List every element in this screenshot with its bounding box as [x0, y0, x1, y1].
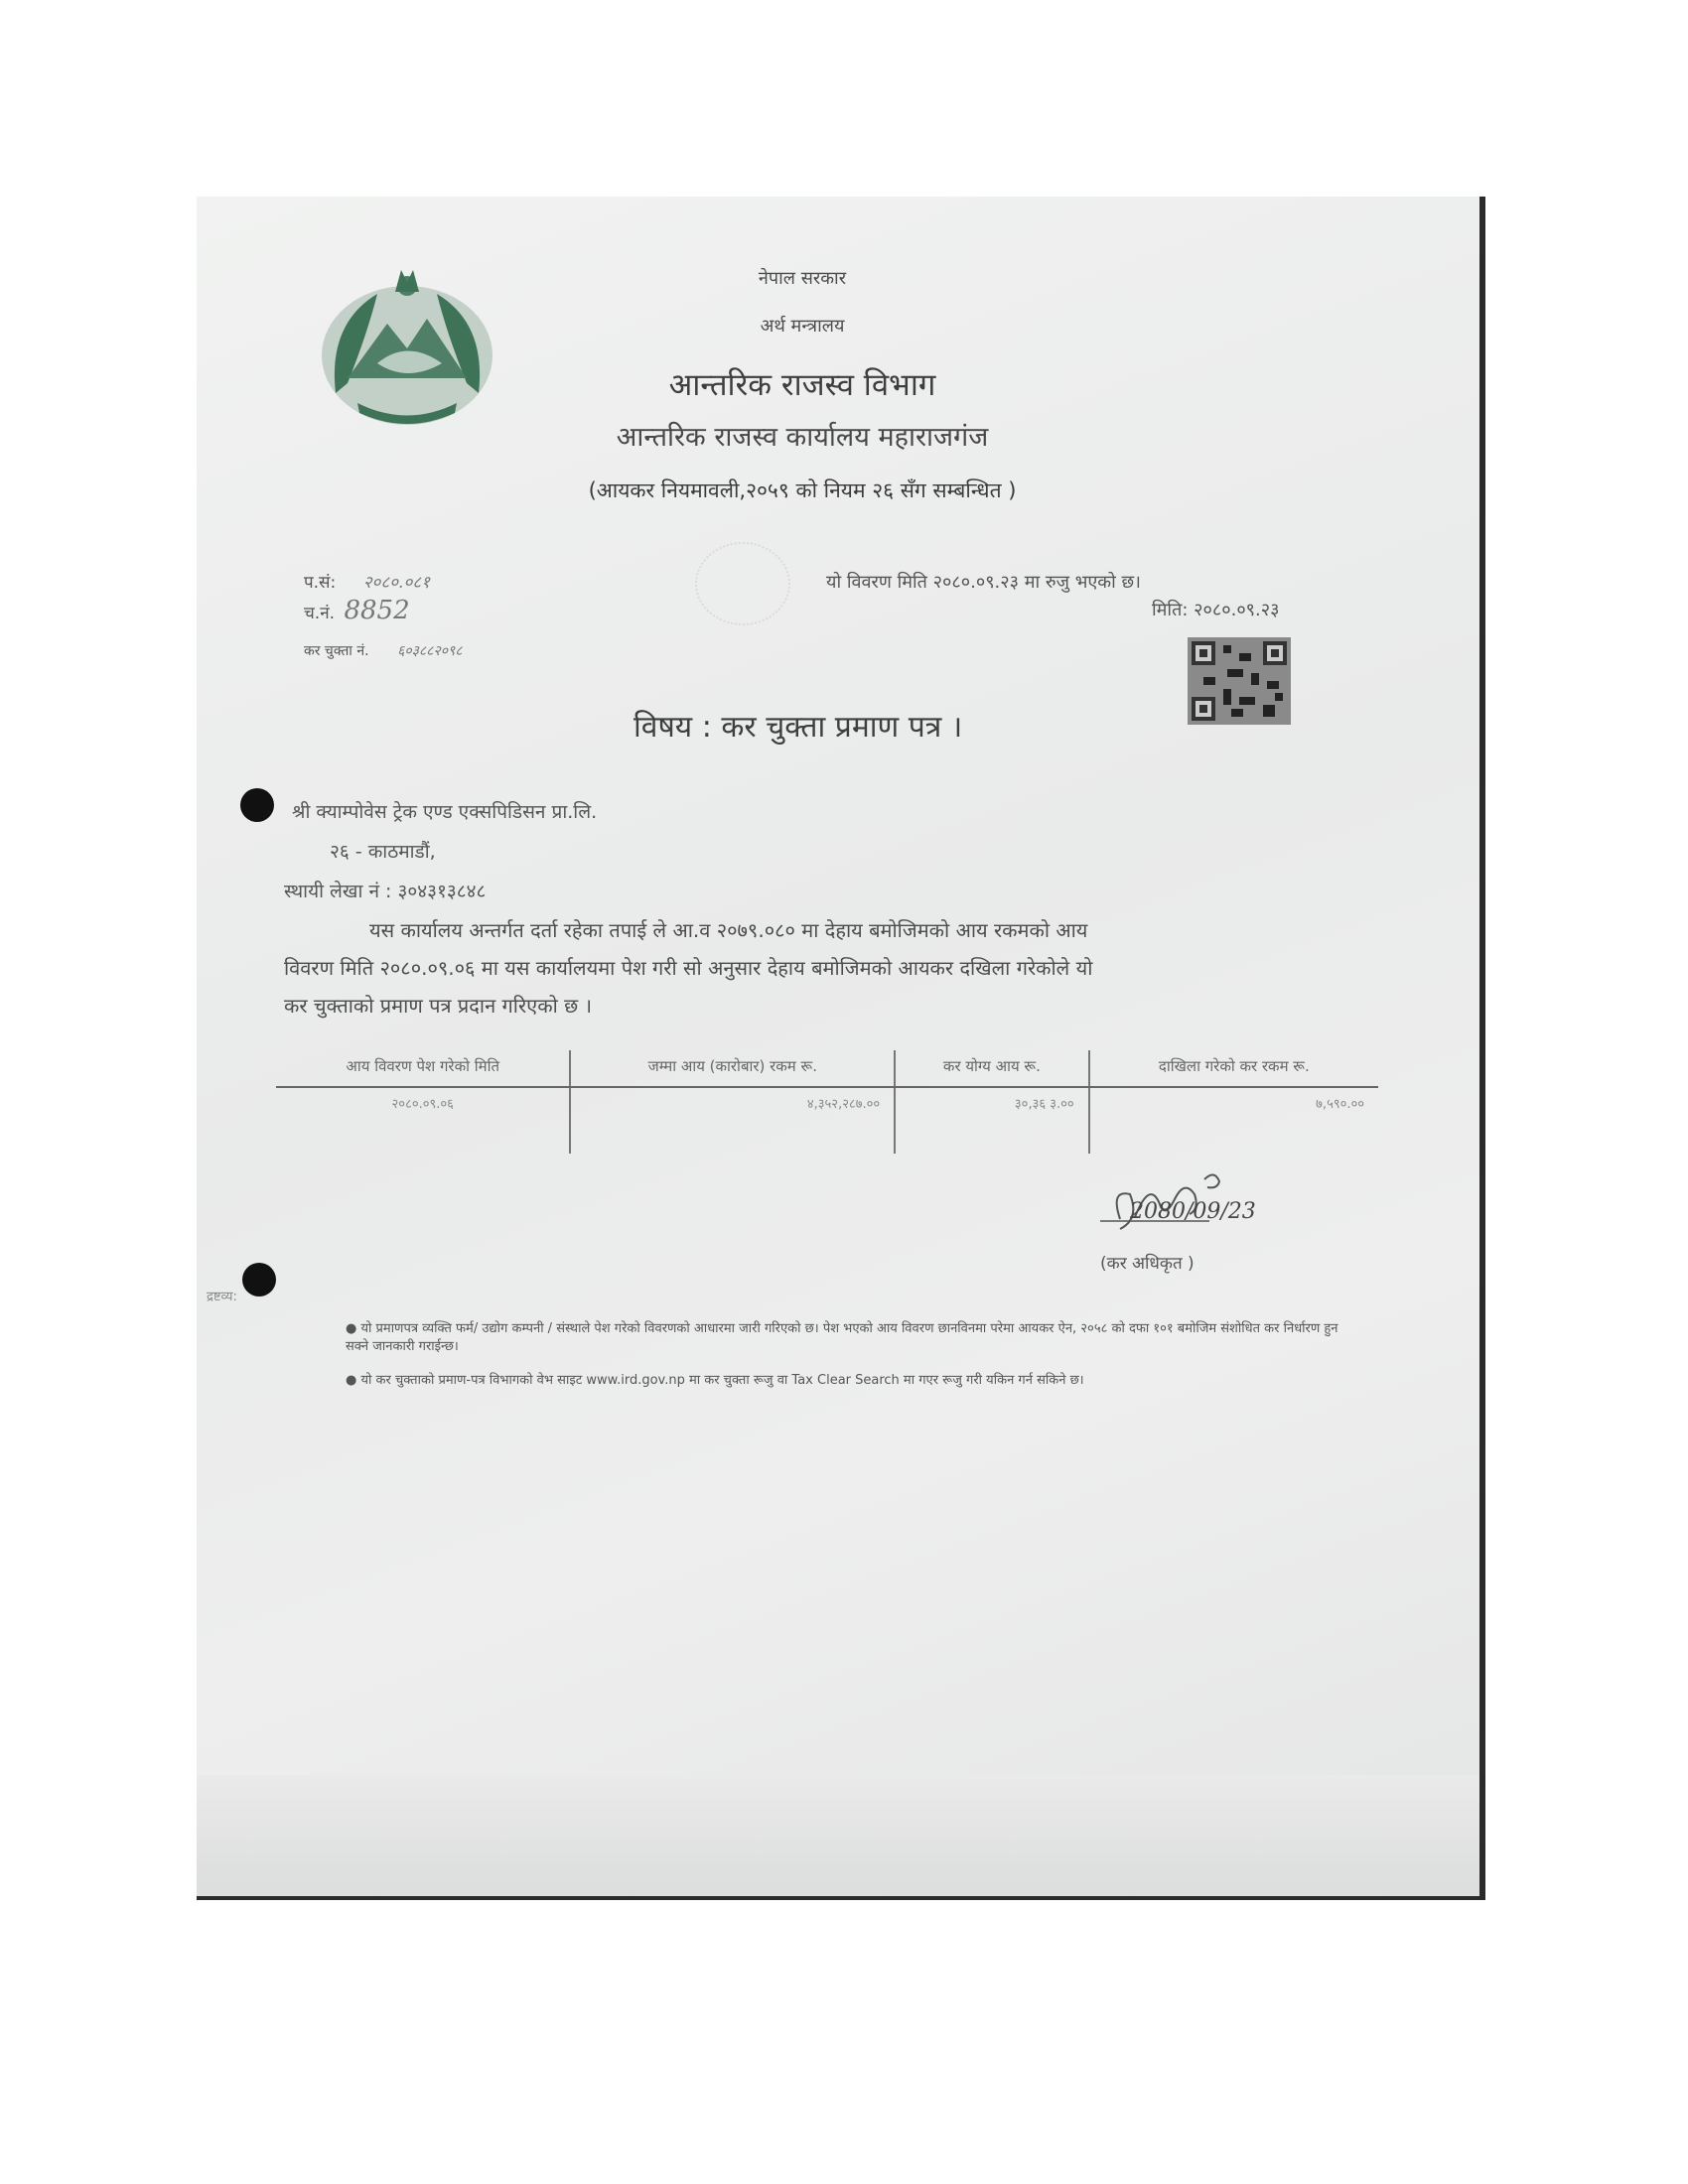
tax-clear-value: ६०३८८२०९८: [397, 643, 463, 659]
tax-table-header: [276, 1050, 1378, 1087]
note-text-2: यो कर चुक्ताको प्रमाण-पत्र विभागको वेभ साइट www.ird.gov.np मा कर चुक्ता रूजु वा Tax Clear Search मा गएर रूजु गरी यकिन गर्न सकिने छ।: [360, 1373, 1084, 1388]
table-row: [276, 1087, 1378, 1154]
note-item: ● यो कर चुक्ताको प्रमाण-पत्र विभागको वेभ साइट www.ird.gov.np मा कर चुक्ता रूजु वा Tax Clear Search मा गएर रूजु गरी यकिन गर्न सकिने छ।: [346, 1373, 1084, 1388]
government-name: नेपाल सरकार: [758, 268, 847, 289]
rule-reference: (आयकर नियमावली,२०५९ को नियम २६ सँग सम्बन्धित ): [588, 478, 1017, 502]
header-taxable-income: कर योग्य आय रू.: [895, 1050, 1089, 1087]
signatory-title: (कर अधिकृत ): [1100, 1254, 1195, 1274]
body-line-1: यस कार्यालय अन्तर्गत दर्ता रहेका तपाई ले आ.व २०७९.०८० मा देहाय बमोजिमको आय रकमको आय: [369, 918, 1088, 942]
pan-label: स्थायी लेखा नं :: [284, 881, 392, 902]
submitted-note: यो विवरण मिति २०८०.०९.२३ मा रुजु भएको छ।: [826, 572, 1141, 593]
recipient-name: श्री क्याम्पोवेस ट्रेक एण्ड एक्सपिडिसन प्रा.लि.: [292, 801, 598, 823]
subject: विषय : कर चुक्ता प्रमाण पत्र ।: [633, 710, 963, 745]
tax-clear-line: [304, 641, 463, 660]
recipient-address: २६ - काठमाडौं,: [330, 841, 436, 863]
date-label: मिति:: [1152, 600, 1189, 620]
body-line-2: विवरण मिति २०८०.०९.०६ मा यस कार्यालयमा पेश गरी सो अनुसार देहाय बमोजिमको आयकर दखिला गरेकोले यो: [284, 956, 1093, 980]
date-line: [1152, 598, 1279, 621]
certificate-body: [284, 911, 1317, 1024]
ministry-name: अर्थ मन्त्रालय: [760, 316, 845, 337]
header-tax-paid: दाखिला गरेको कर रकम रू.: [1089, 1050, 1378, 1087]
ps-value: २०८०.०८१: [362, 573, 430, 593]
chn-label: च.नं.: [304, 604, 336, 623]
notes-label: द्रष्टव्य:: [207, 1290, 237, 1304]
chn-value: 8852: [344, 596, 410, 625]
signature-date: 2080/09/23: [1130, 1199, 1256, 1224]
header-total-income: जम्मा आय (कारोबार) रकम रू.: [570, 1050, 895, 1087]
punch-hole-bottom: [242, 1263, 276, 1297]
tax-clear-label: कर चुक्ता नं.: [304, 643, 369, 659]
note-text-1: यो प्रमाणपत्र व्यक्ति फर्म/ उद्योग कम्पनी / संस्थाले पेश गरेको विवरणको आधारमा जारी गरिएको छ। पेश भएको आय विवरण छानविनमा परेमा आयकर ऐन, २०५८ को दफा १०१ बमोजिम संशोधित कर निर्धारण हुन सक्ने जानकारी गराईन्छ।: [346, 1321, 1338, 1354]
cell-total-income: ४,३५२,२८७.००: [570, 1087, 895, 1154]
tax-table: [276, 1050, 1378, 1154]
pan-value: ३०४३१३८४८: [397, 881, 487, 902]
punch-hole-top: [240, 788, 274, 822]
signature-block: [1080, 1160, 1289, 1279]
chn-line: [304, 596, 410, 625]
body-line-3: कर चुक्ताको प्रमाण पत्र प्रदान गरिएको छ ।: [284, 994, 593, 1018]
ps-label: प.सं:: [304, 573, 337, 593]
cell-filing-date: २०८०.०९.०६: [391, 1097, 454, 1112]
note-item: ● यो प्रमाणपत्र व्यक्ति फर्म/ उद्योग कम्पनी / संस्थाले पेश गरेको विवरणको आधारमा जारी गरिएको छ। पेश भएको आय विवरण छानविनमा परेमा आयकर ऐन, २०५८ को दफा १०१ बमोजिम संशोधित कर निर्धारण हुन सक्ने जानकारी गराईन्छ।: [346, 1321, 1338, 1354]
office-stamp: [695, 542, 790, 625]
pan-line: [284, 878, 486, 903]
office-name: आन्तरिक राजस्व कार्यालय महाराजगंज: [616, 422, 989, 453]
qr-code-icon: [1188, 637, 1291, 725]
header-filing-date: आय विवरण पेश गरेको मिति: [276, 1050, 570, 1087]
department-name: आन्तरिक राजस्व विभाग: [668, 367, 936, 403]
document-sheet: [197, 197, 1485, 1900]
cell-tax-paid: ७,५९०.००: [1089, 1087, 1378, 1154]
cell-taxable-income: ३०,३६ ३.००: [895, 1087, 1089, 1154]
ps-line: [304, 570, 430, 593]
date-value: २०८०.०९.२३: [1194, 600, 1280, 620]
